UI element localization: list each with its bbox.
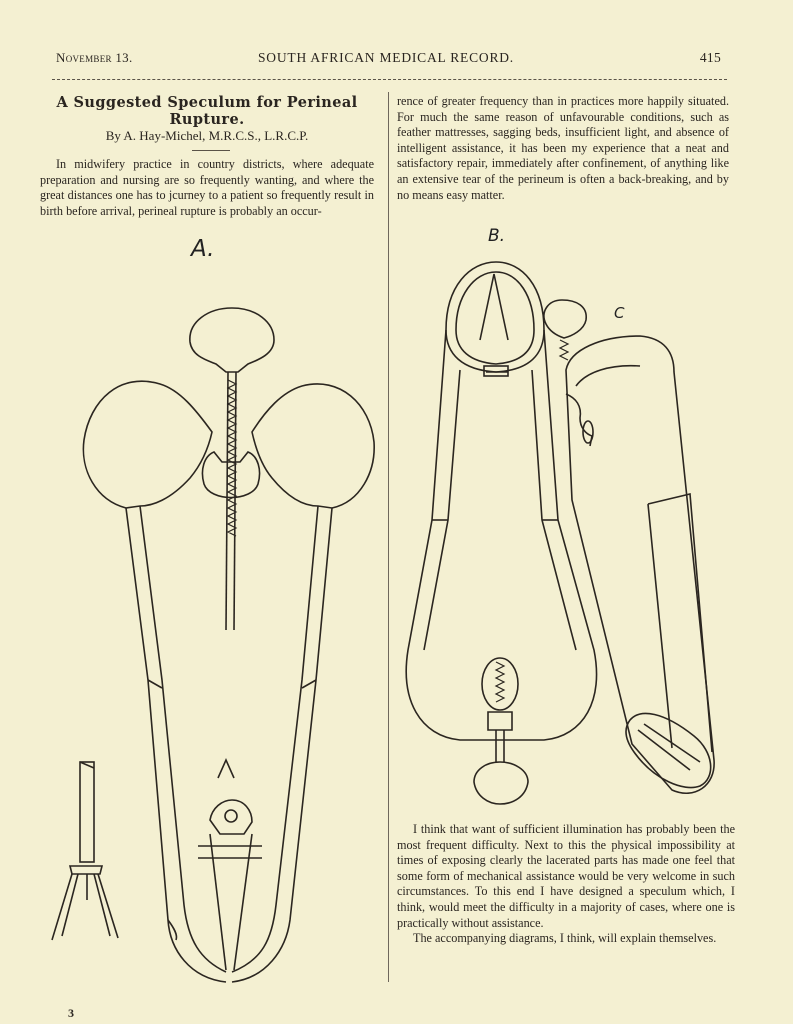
journal-title: SOUTH AFRICAN MEDICAL RECORD.: [258, 50, 514, 65]
paragraph-intro: In midwifery practice in country districts, where adequate preparation and nursing are so frequently wanting, and where the great distances one has to jcurney to a patient so frequently result in birth before arrival, perineal rupture is probably an occur-: [40, 157, 374, 218]
page-number: 415: [699, 50, 721, 65]
article-byline: By A. Hay-Michel, M.R.C.S., L.R.C.P.: [105, 128, 309, 143]
paragraph-diagrams: The accompanying diagrams, I think, will explain themselves.: [413, 931, 717, 946]
article-title: A Suggested Speculum for Perineal Rupture.: [56, 94, 358, 128]
figure-label-b: B.: [488, 226, 506, 246]
signature-mark: 3: [68, 1006, 74, 1020]
paragraph-continuation: rence of greater frequency than in practices more happily situated. For much the same reason of unfavourable conditions, such as feather mattresses, sagging beds, insufficient light, and absence of intelligent assistance, it has been my experience that a neat and satisfactory repair, immediately after confinement, of anything like an extensive tear of the perineum is often a back-breaking, and by no means easy matter.: [397, 94, 729, 202]
figure-label-a: A.: [191, 236, 215, 262]
issue-date: November 13.: [56, 50, 133, 65]
figure-label-c: C: [614, 304, 625, 322]
paragraph-illumination: I think that want of sufficient illumination has probably been the most frequent difficulty. Next to this the physical impossibility at times of exposing clearly the lacerated parts has made one feel that some form of mechanical assistance would be very welcome in such circumstances. To this end I have designed a speculum which, I think, would meet the difficulty in a majority of cases, where one is practically without assistance.: [397, 822, 735, 930]
